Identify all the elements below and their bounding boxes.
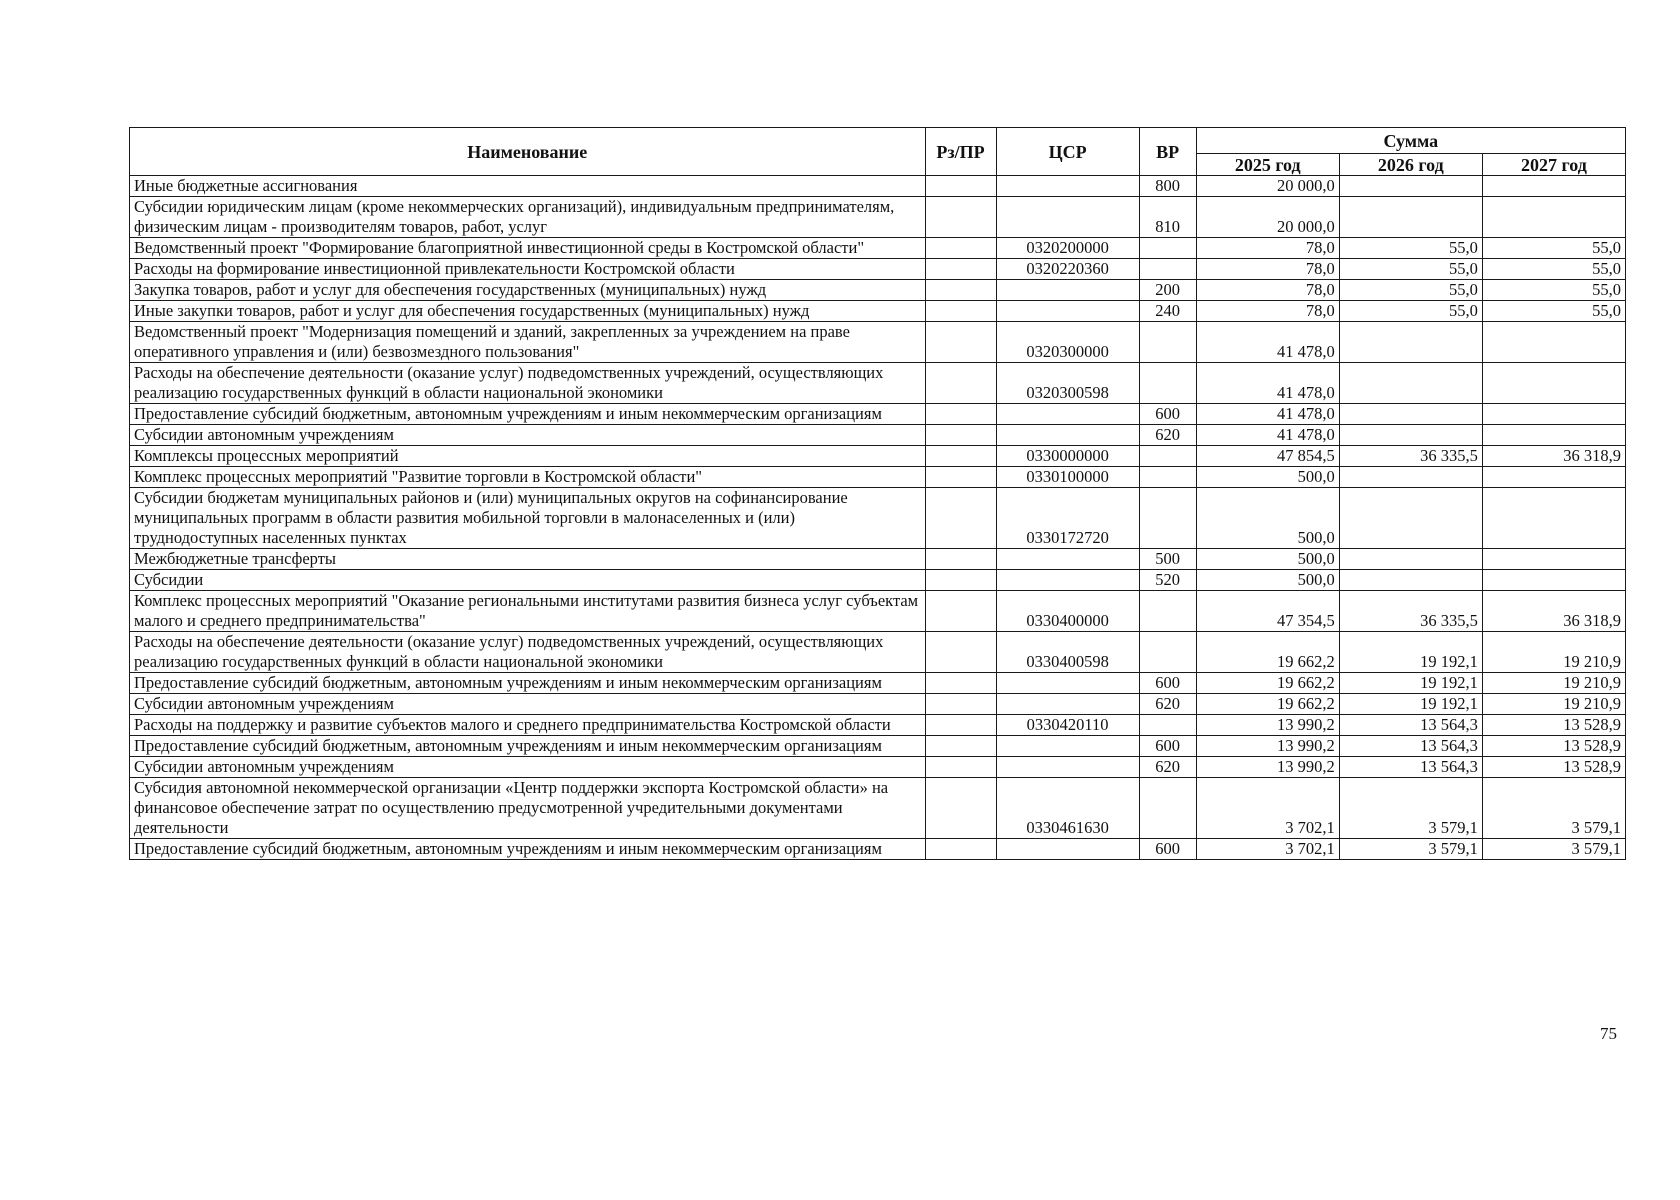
- cell-name: Субсидия автономной некоммерческой организации «Центр поддержки экспорта Костромской области» на финансовое обеспечение затрат по осуществлению предусмотренной учредительными документами деятельности: [130, 778, 926, 839]
- cell-rz: [925, 197, 996, 238]
- cell-2027: 13 528,9: [1482, 715, 1625, 736]
- cell-vr: 800: [1139, 176, 1196, 197]
- cell-vr: 600: [1139, 736, 1196, 757]
- header-rz: Рз/ПР: [925, 128, 996, 176]
- header-sum: Сумма: [1196, 128, 1625, 154]
- cell-2027: [1482, 488, 1625, 549]
- cell-vr: [1139, 488, 1196, 549]
- header-name: Наименование: [130, 128, 926, 176]
- cell-csr: [996, 673, 1139, 694]
- cell-2025: 500,0: [1196, 549, 1339, 570]
- cell-2026: [1339, 488, 1482, 549]
- cell-csr: [996, 694, 1139, 715]
- table-header: [130, 128, 1626, 176]
- cell-rz: [925, 632, 996, 673]
- cell-2025: 500,0: [1196, 488, 1339, 549]
- cell-2026: [1339, 425, 1482, 446]
- cell-rz: [925, 176, 996, 197]
- cell-2027: 55,0: [1482, 238, 1625, 259]
- cell-2027: 19 210,9: [1482, 632, 1625, 673]
- cell-2026: 55,0: [1339, 280, 1482, 301]
- header-2025: 2025 год: [1196, 154, 1339, 176]
- cell-rz: [925, 715, 996, 736]
- cell-2027: [1482, 570, 1625, 591]
- cell-name: Комплекс процессных мероприятий "Развитие торговли в Костромской области": [130, 467, 926, 488]
- cell-csr: 0330100000: [996, 467, 1139, 488]
- cell-2025: 13 990,2: [1196, 757, 1339, 778]
- cell-name: Ведомственный проект "Модернизация помещений и зданий, закрепленных за учреждением на праве оперативного управления и (или) безвозмездного пользования": [130, 322, 926, 363]
- cell-name: Закупка товаров, работ и услуг для обеспечения государственных (муниципальных) нужд: [130, 280, 926, 301]
- cell-csr: 0330400000: [996, 591, 1139, 632]
- cell-csr: [996, 280, 1139, 301]
- cell-name: Субсидии автономным учреждениям: [130, 757, 926, 778]
- cell-2027: 19 210,9: [1482, 673, 1625, 694]
- table-row: [130, 259, 1626, 280]
- table-row: [130, 467, 1626, 488]
- cell-csr: [996, 197, 1139, 238]
- cell-2027: [1482, 549, 1625, 570]
- cell-rz: [925, 238, 996, 259]
- cell-2026: [1339, 176, 1482, 197]
- budget-table: [129, 127, 1626, 860]
- cell-2026: [1339, 404, 1482, 425]
- cell-2027: 55,0: [1482, 280, 1625, 301]
- table-row: [130, 280, 1626, 301]
- cell-csr: 0330461630: [996, 778, 1139, 839]
- cell-csr: [996, 757, 1139, 778]
- cell-2026: 3 579,1: [1339, 839, 1482, 860]
- cell-2027: 36 318,9: [1482, 591, 1625, 632]
- table-row: [130, 301, 1626, 322]
- cell-2026: 36 335,5: [1339, 446, 1482, 467]
- cell-rz: [925, 570, 996, 591]
- cell-vr: 620: [1139, 425, 1196, 446]
- cell-vr: [1139, 591, 1196, 632]
- cell-vr: 200: [1139, 280, 1196, 301]
- cell-vr: [1139, 238, 1196, 259]
- cell-2025: 47 854,5: [1196, 446, 1339, 467]
- cell-2025: 19 662,2: [1196, 694, 1339, 715]
- cell-2025: 78,0: [1196, 238, 1339, 259]
- cell-vr: [1139, 715, 1196, 736]
- cell-rz: [925, 425, 996, 446]
- cell-vr: 620: [1139, 694, 1196, 715]
- cell-rz: [925, 446, 996, 467]
- table-row: [130, 757, 1626, 778]
- cell-csr: 0320220360: [996, 259, 1139, 280]
- cell-rz: [925, 694, 996, 715]
- cell-vr: [1139, 322, 1196, 363]
- table-row: [130, 197, 1626, 238]
- cell-name: Предоставление субсидий бюджетным, автономным учреждениям и иным некоммерческим организациям: [130, 673, 926, 694]
- table-row: [130, 632, 1626, 673]
- cell-2025: 20 000,0: [1196, 197, 1339, 238]
- table-row: [130, 322, 1626, 363]
- table-row: [130, 736, 1626, 757]
- cell-csr: [996, 736, 1139, 757]
- cell-rz: [925, 549, 996, 570]
- cell-name: Расходы на формирование инвестиционной привлекательности Костромской области: [130, 259, 926, 280]
- cell-vr: [1139, 259, 1196, 280]
- cell-2026: [1339, 322, 1482, 363]
- cell-name: Предоставление субсидий бюджетным, автономным учреждениям и иным некоммерческим организациям: [130, 736, 926, 757]
- cell-2026: 55,0: [1339, 238, 1482, 259]
- cell-2027: [1482, 176, 1625, 197]
- cell-csr: [996, 176, 1139, 197]
- cell-2025: 13 990,2: [1196, 736, 1339, 757]
- table-row: [130, 404, 1626, 425]
- cell-2027: 3 579,1: [1482, 778, 1625, 839]
- cell-2026: [1339, 467, 1482, 488]
- cell-csr: 0320300598: [996, 363, 1139, 404]
- cell-vr: [1139, 467, 1196, 488]
- cell-2026: 13 564,3: [1339, 757, 1482, 778]
- cell-2026: 55,0: [1339, 259, 1482, 280]
- cell-rz: [925, 363, 996, 404]
- header-2026: 2026 год: [1339, 154, 1482, 176]
- cell-2026: 19 192,1: [1339, 673, 1482, 694]
- cell-2025: 500,0: [1196, 467, 1339, 488]
- table-row: [130, 778, 1626, 839]
- cell-2027: 3 579,1: [1482, 839, 1625, 860]
- cell-name: Межбюджетные трансферты: [130, 549, 926, 570]
- table-row: [130, 839, 1626, 860]
- cell-name: Иные бюджетные ассигнования: [130, 176, 926, 197]
- cell-vr: 600: [1139, 839, 1196, 860]
- cell-vr: 810: [1139, 197, 1196, 238]
- cell-csr: 0330420110: [996, 715, 1139, 736]
- cell-2025: 78,0: [1196, 280, 1339, 301]
- table-row: [130, 715, 1626, 736]
- cell-2027: [1482, 322, 1625, 363]
- cell-2025: 41 478,0: [1196, 363, 1339, 404]
- cell-vr: 600: [1139, 404, 1196, 425]
- cell-rz: [925, 673, 996, 694]
- cell-2025: 41 478,0: [1196, 425, 1339, 446]
- cell-vr: 240: [1139, 301, 1196, 322]
- cell-csr: [996, 404, 1139, 425]
- cell-2026: [1339, 549, 1482, 570]
- cell-name: Расходы на поддержку и развитие субъектов малого и среднего предпринимательства Костромской области: [130, 715, 926, 736]
- cell-2027: 13 528,9: [1482, 736, 1625, 757]
- cell-2027: 55,0: [1482, 301, 1625, 322]
- cell-csr: 0330400598: [996, 632, 1139, 673]
- cell-csr: [996, 425, 1139, 446]
- cell-2025: 78,0: [1196, 301, 1339, 322]
- header-2027: 2027 год: [1482, 154, 1625, 176]
- cell-2027: 36 318,9: [1482, 446, 1625, 467]
- cell-vr: 500: [1139, 549, 1196, 570]
- cell-csr: [996, 839, 1139, 860]
- cell-rz: [925, 757, 996, 778]
- cell-2025: 3 702,1: [1196, 839, 1339, 860]
- table-row: [130, 363, 1626, 404]
- cell-2025: 19 662,2: [1196, 632, 1339, 673]
- cell-csr: 0330172720: [996, 488, 1139, 549]
- cell-name: Расходы на обеспечение деятельности (оказание услуг) подведомственных учреждений, осуществляющих реализацию государственных функций в области национальной экономики: [130, 632, 926, 673]
- cell-csr: 0320300000: [996, 322, 1139, 363]
- cell-2025: 20 000,0: [1196, 176, 1339, 197]
- cell-rz: [925, 778, 996, 839]
- cell-name: Предоставление субсидий бюджетным, автономным учреждениям и иным некоммерческим организациям: [130, 839, 926, 860]
- cell-2025: 13 990,2: [1196, 715, 1339, 736]
- cell-2027: 55,0: [1482, 259, 1625, 280]
- cell-name: Предоставление субсидий бюджетным, автономным учреждениям и иным некоммерческим организациям: [130, 404, 926, 425]
- header-vr: ВР: [1139, 128, 1196, 176]
- cell-name: Субсидии автономным учреждениям: [130, 694, 926, 715]
- cell-2026: 13 564,3: [1339, 736, 1482, 757]
- cell-2026: 55,0: [1339, 301, 1482, 322]
- cell-name: Расходы на обеспечение деятельности (оказание услуг) подведомственных учреждений, осуществляющих реализацию государственных функций в области национальной экономики: [130, 363, 926, 404]
- cell-name: Комплекс процессных мероприятий "Оказание региональными институтами развития бизнеса услуг субъектам малого и среднего предпринимательства": [130, 591, 926, 632]
- table-row: [130, 446, 1626, 467]
- table-body: [130, 176, 1626, 860]
- cell-vr: 620: [1139, 757, 1196, 778]
- cell-rz: [925, 839, 996, 860]
- cell-rz: [925, 301, 996, 322]
- cell-2025: 19 662,2: [1196, 673, 1339, 694]
- cell-2026: 19 192,1: [1339, 694, 1482, 715]
- table-row: [130, 238, 1626, 259]
- cell-2025: 500,0: [1196, 570, 1339, 591]
- cell-vr: 520: [1139, 570, 1196, 591]
- cell-name: Комплексы процессных мероприятий: [130, 446, 926, 467]
- cell-name: Субсидии юридическим лицам (кроме некоммерческих организаций), индивидуальным предпринимателям, физическим лицам - производителям товаров, работ, услуг: [130, 197, 926, 238]
- cell-2027: [1482, 425, 1625, 446]
- cell-2027: 13 528,9: [1482, 757, 1625, 778]
- cell-name: Иные закупки товаров, работ и услуг для обеспечения государственных (муниципальных) нужд: [130, 301, 926, 322]
- cell-2027: [1482, 467, 1625, 488]
- cell-2027: [1482, 197, 1625, 238]
- cell-2027: [1482, 404, 1625, 425]
- table-row: [130, 488, 1626, 549]
- cell-2025: 41 478,0: [1196, 322, 1339, 363]
- table-row: [130, 673, 1626, 694]
- cell-name: Субсидии бюджетам муниципальных районов и (или) муниципальных округов на софинансирование муниципальных программ в области развития мобильной торговли в малонаселенных и (или) труднодоступных населенных пунктах: [130, 488, 926, 549]
- table-row: [130, 591, 1626, 632]
- cell-vr: [1139, 632, 1196, 673]
- table-row: [130, 176, 1626, 197]
- cell-name: Ведомственный проект "Формирование благоприятной инвестиционной среды в Костромской области": [130, 238, 926, 259]
- cell-name: Субсидии автономным учреждениям: [130, 425, 926, 446]
- cell-2026: [1339, 363, 1482, 404]
- cell-csr: [996, 301, 1139, 322]
- cell-vr: [1139, 363, 1196, 404]
- cell-csr: [996, 570, 1139, 591]
- cell-2026: 36 335,5: [1339, 591, 1482, 632]
- cell-csr: 0320200000: [996, 238, 1139, 259]
- cell-2025: 41 478,0: [1196, 404, 1339, 425]
- cell-csr: [996, 549, 1139, 570]
- cell-rz: [925, 280, 996, 301]
- cell-2026: [1339, 197, 1482, 238]
- cell-2025: 3 702,1: [1196, 778, 1339, 839]
- page-number: 75: [1600, 1024, 1617, 1043]
- table-row: [130, 549, 1626, 570]
- table-row: [130, 694, 1626, 715]
- cell-2026: 13 564,3: [1339, 715, 1482, 736]
- cell-name: Субсидии: [130, 570, 926, 591]
- header-csr: ЦСР: [996, 128, 1139, 176]
- table-row: [130, 570, 1626, 591]
- cell-rz: [925, 488, 996, 549]
- cell-2027: 19 210,9: [1482, 694, 1625, 715]
- cell-csr: 0330000000: [996, 446, 1139, 467]
- table-row: [130, 425, 1626, 446]
- cell-2027: [1482, 363, 1625, 404]
- cell-2026: 3 579,1: [1339, 778, 1482, 839]
- cell-rz: [925, 322, 996, 363]
- cell-2025: 78,0: [1196, 259, 1339, 280]
- cell-vr: 600: [1139, 673, 1196, 694]
- cell-rz: [925, 467, 996, 488]
- cell-vr: [1139, 778, 1196, 839]
- cell-rz: [925, 591, 996, 632]
- cell-2026: [1339, 570, 1482, 591]
- cell-vr: [1139, 446, 1196, 467]
- cell-2026: 19 192,1: [1339, 632, 1482, 673]
- cell-rz: [925, 259, 996, 280]
- cell-2025: 47 354,5: [1196, 591, 1339, 632]
- cell-rz: [925, 404, 996, 425]
- cell-rz: [925, 736, 996, 757]
